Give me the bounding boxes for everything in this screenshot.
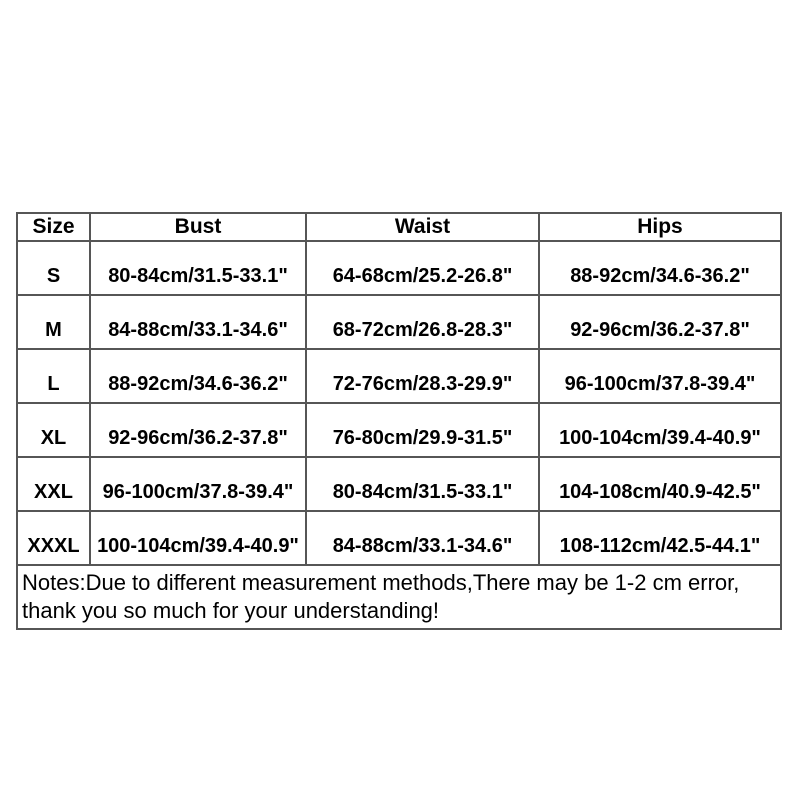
hips-value: 88-92cm/34.6-36.2" bbox=[539, 241, 781, 295]
bust-value: 92-96cm/36.2-37.8" bbox=[90, 403, 306, 457]
waist-value: 80-84cm/31.5-33.1" bbox=[306, 457, 539, 511]
table-row-xxxl bbox=[17, 511, 781, 565]
bust-value: 88-92cm/34.6-36.2" bbox=[90, 349, 306, 403]
column-header-size: Size bbox=[17, 213, 90, 241]
bust-value: 80-84cm/31.5-33.1" bbox=[90, 241, 306, 295]
table-row-xl bbox=[17, 403, 781, 457]
hips-value: 108-112cm/42.5-44.1" bbox=[539, 511, 781, 565]
bust-value: 100-104cm/39.4-40.9" bbox=[90, 511, 306, 565]
size-label: S bbox=[17, 241, 90, 295]
table-row-s bbox=[17, 241, 781, 295]
column-header-bust: Bust bbox=[90, 213, 306, 241]
size-label: L bbox=[17, 349, 90, 403]
notes-row bbox=[17, 565, 781, 629]
table-row-m bbox=[17, 295, 781, 349]
hips-value: 100-104cm/39.4-40.9" bbox=[539, 403, 781, 457]
waist-value: 84-88cm/33.1-34.6" bbox=[306, 511, 539, 565]
table-row-xxl bbox=[17, 457, 781, 511]
notes-text: Notes:Due to different measurement methods,There may be 1-2 cm error, thank you so much for your understanding! bbox=[17, 565, 781, 629]
column-header-hips: Hips bbox=[539, 213, 781, 241]
waist-value: 68-72cm/26.8-28.3" bbox=[306, 295, 539, 349]
size-label: XL bbox=[17, 403, 90, 457]
bust-value: 84-88cm/33.1-34.6" bbox=[90, 295, 306, 349]
size-chart-table bbox=[16, 212, 782, 630]
size-label: XXL bbox=[17, 457, 90, 511]
hips-value: 92-96cm/36.2-37.8" bbox=[539, 295, 781, 349]
column-header-waist: Waist bbox=[306, 213, 539, 241]
hips-value: 104-108cm/40.9-42.5" bbox=[539, 457, 781, 511]
size-label: M bbox=[17, 295, 90, 349]
hips-value: 96-100cm/37.8-39.4" bbox=[539, 349, 781, 403]
waist-value: 72-76cm/28.3-29.9" bbox=[306, 349, 539, 403]
table-row-l bbox=[17, 349, 781, 403]
size-chart-header-row bbox=[17, 213, 781, 241]
waist-value: 64-68cm/25.2-26.8" bbox=[306, 241, 539, 295]
size-label: XXXL bbox=[17, 511, 90, 565]
bust-value: 96-100cm/37.8-39.4" bbox=[90, 457, 306, 511]
waist-value: 76-80cm/29.9-31.5" bbox=[306, 403, 539, 457]
